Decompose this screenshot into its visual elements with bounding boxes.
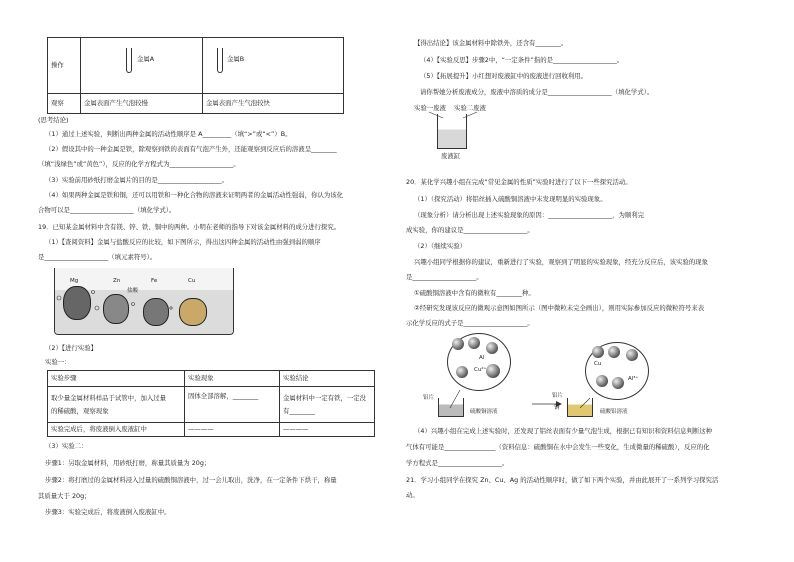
q1: （1）通过上述实验，判断出两种金属的活动性顺序是 A_________（填“>”或“<”）B。 <box>45 130 292 138</box>
pour-arrows <box>425 110 485 120</box>
obs-b: 金属表面产生气泡较快 <box>203 94 344 114</box>
exp1-h-step: 实验步骤 <box>48 371 185 387</box>
obs-a: 金属表面产生气泡较慢 <box>81 94 203 114</box>
al3-label: Al³⁺ <box>628 376 639 382</box>
metal-activity-table <box>47 37 344 114</box>
q2-cont: （填“浅绿色”或“黄色”），反应的化学方程式为____________________。 <box>38 160 240 168</box>
step2-cont: 其质量大于 20g； <box>38 492 91 500</box>
exp1-r1-step: 取少量金属材料样品于试管中，加入过量 的稀硫酸，观察现象 <box>48 387 185 423</box>
zn-label: Zn <box>113 278 121 284</box>
waste2-label: 实验二废液 <box>454 104 486 112</box>
q19-1: （1）【查阅资料】金属与盐酸反应的比较，如下图所示，得出这四种金属的活动性由强到弱的顺序 <box>45 238 321 246</box>
q20-4: （4）兴趣小组在完成上述实验时，还发现了铝丝表面有少量气泡生成，根据已有知识和资料信息判断这种 <box>414 427 713 435</box>
q19-2: （2）【进行实验】 <box>45 344 97 352</box>
exp1-r2-step: 实验完成后，将废液倒入废液缸中 <box>48 423 185 437</box>
q20-particles: ①硫酸铜溶液中含有的微粒有________种。 <box>414 289 535 297</box>
waste-tank-label: 废液缸 <box>441 152 461 160</box>
metals-acid-illustration <box>54 268 234 335</box>
diagram-lines <box>420 380 660 425</box>
q20-micro: ②经研究发现该反应的微观示意图如图所示（图中微粒未完全画出），则用实际参加反应的微粒符号来表 <box>414 304 705 312</box>
q19-1-cont: 是____________________（填元素符号）。 <box>38 253 157 261</box>
q21: 21．学习小组同学在探究 Zn、Cu、Ag 的活动性顺序时，做了如下两个实验，并由此展开了一系列学习探究活 <box>406 476 719 484</box>
r-extension: （5）【拓展提升】小红想对废液缸中的废液进行回收利用。 <box>420 72 588 80</box>
r-reflection: （4）【实验反思】步骤2中，“一定条件”指的是____________________。 <box>420 56 624 64</box>
r-analysis: 请你帮她分析废液成分，废液中溶质的成分是____________________（填化学式）。 <box>420 88 654 96</box>
test-tube-b <box>217 48 223 73</box>
step1: 步骤1：另取金属材料，用砂纸打磨，称量其质量为 20g； <box>45 459 211 467</box>
waste1-label: 实验一废液 <box>414 104 446 112</box>
metal-b-label: 金属B <box>227 55 245 63</box>
al-label: Al <box>479 355 485 361</box>
metal-a-label: 金属A <box>137 55 155 63</box>
cu2-label: Cu²⁺ <box>474 367 487 373</box>
op-cell-b <box>203 38 344 94</box>
exp1-h-concl: 实验结论 <box>280 371 375 387</box>
q3: （3）实验前用砂纸打磨金属片的目的是____________________。 <box>45 176 229 184</box>
bubbles <box>55 268 233 334</box>
exp1-label: 实验一： <box>45 358 71 366</box>
q20-1: （1）（探究活动）将铝丝插入硫酸铜溶液中未发现明显的实验现象。 <box>414 195 607 203</box>
step3: 步骤3：实验完成后，将废液倒入废液缸中。 <box>45 508 171 516</box>
exp1-r1-phen: 固体全部溶解，________ <box>185 387 280 423</box>
exp1-r2-phen: ———— <box>185 423 280 437</box>
q19-3: （3）实验二： <box>45 442 88 450</box>
q20-micro-cont: 示化学反应的式子是____________________。 <box>406 319 534 327</box>
step2: 步骤2：将打磨过的金属材料浸入过量的硫酸铜溶液中，过一会儿取出，洗净，在一定条件下烘干，称量 <box>45 476 337 484</box>
q20-phen-cont: 成实验，你的建议是____________________。 <box>406 226 534 234</box>
q20-4-cont2: 学方程式是____________________。 <box>406 459 509 467</box>
q20: 20．某化学兴趣小组在完成“常见金属的性质”实验时进行了以下一些探究活动。 <box>406 178 632 186</box>
exp1-h-phen: 实验现象 <box>185 371 280 387</box>
q4: （4）如果两种金属是铁和铜，还可以用铁和一种化合物的溶液来证明两者的金属活动性强弱，你认为该化 <box>45 191 344 199</box>
test-tube-a <box>126 48 132 73</box>
al-foil-label: 铝片 <box>423 395 435 401</box>
cu-label: Cu <box>188 278 196 284</box>
fe-label: Fe <box>151 278 158 284</box>
op-label: 操作 <box>48 38 81 94</box>
q4-cont: 合物可以是____________________（填化学式）。 <box>38 206 176 214</box>
q20-2: （2）（继续实验） <box>414 242 466 250</box>
exp1-table <box>47 370 375 437</box>
think-conclusion: (思考结论) <box>38 116 69 124</box>
q21-cont: 动。 <box>406 491 419 499</box>
q20-phen: （现象分析）请分析出现上述实验现象的原因：____________________，为顺利完 <box>414 211 645 219</box>
q2: （2）假设其中的一种金属是铁，除观察到铁的表面有气泡产生外，还能观察到反应后的溶液呈________ <box>45 145 337 153</box>
acid-label: 盐酸 <box>127 288 139 294</box>
al2so4-label: 硫酸铝溶液 <box>600 409 628 415</box>
cuso4-label: 硫酸铜溶液 <box>470 409 498 415</box>
q20-4-cont: 气体有可能是________________（资料信息：硫酸铜在水中会发生一些变化，生成微量的稀硫酸），反应的化 <box>406 443 710 451</box>
al-foil2-label: 铝片 <box>552 393 564 399</box>
exp1-r1-concl: 金属材料中一定有铁，一定没 有________ <box>280 387 375 423</box>
obs-label: 观察 <box>48 94 81 114</box>
q20-2a: 兴趣小组同学根据你的建议，重新进行了实验，观察到了明显的实验现象，经充分反应后，该实验的现象 <box>414 258 708 266</box>
exp1-r2-concl: ———— <box>280 423 375 437</box>
r-conclusion: 【得出结论】该金属材料中除铁外，还含有________。 <box>414 39 568 47</box>
cu-deposit-label: 铜 <box>554 405 560 411</box>
cu-atom-label: Cu <box>594 361 602 367</box>
q19: 19．已知某金属材料中含有镁、锌、铁、铜中的两种。小明在老师的指导下对该金属材料的成分进行探究。 <box>38 223 341 231</box>
q20-2a-cont: 是____________________。 <box>406 273 483 281</box>
op-cell-a <box>81 38 203 94</box>
mg-label: Mg <box>70 278 79 284</box>
